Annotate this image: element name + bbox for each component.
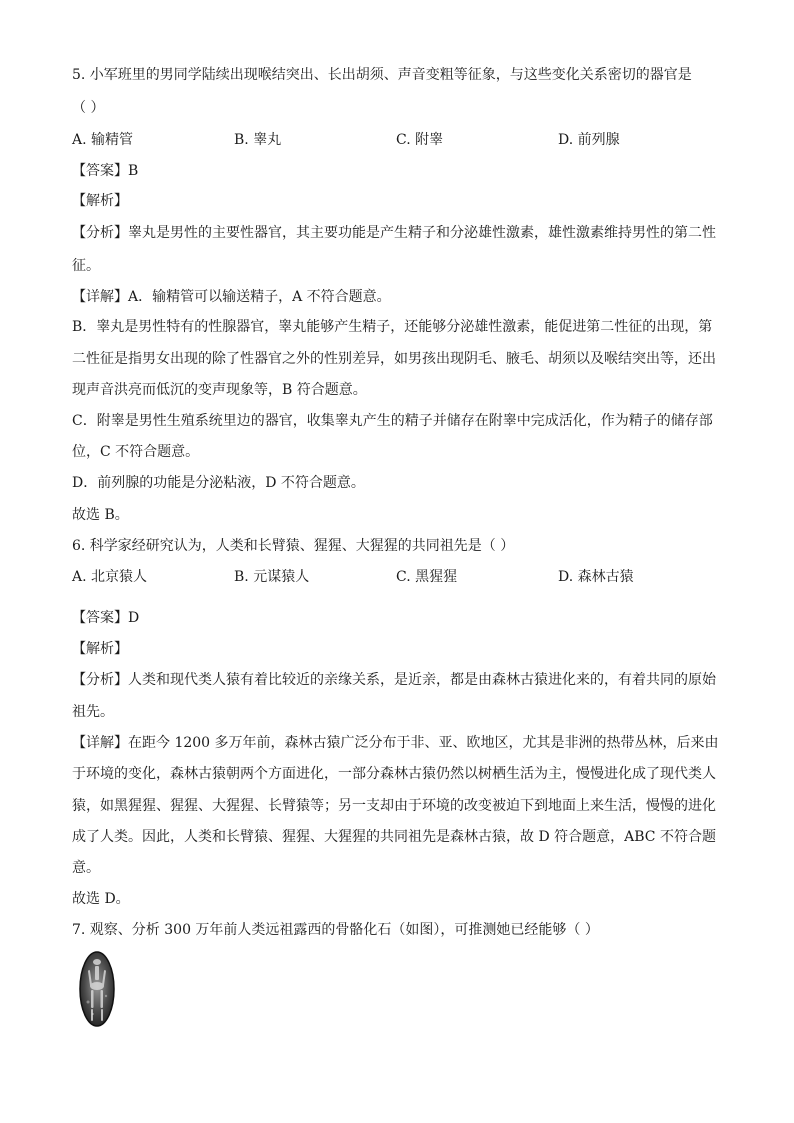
q5-option-c: C. 附睾 <box>396 132 444 148</box>
q5-xiangjie-line: 位，C 不符合题意。 <box>72 444 200 460</box>
q5-xiangjie-line: 现声音洪亮而低沉的变声现象等，B 符合题意。 <box>72 382 367 398</box>
q5-blank: （ ） <box>72 100 105 116</box>
q6-option-a: A. 北京猿人 <box>72 569 148 585</box>
q5-xiangjie-line: C．附睾是男性生殖系统里边的器官，收集睾丸产生的精子并储存在附睾中完成活化，作为精子的储存部 <box>72 413 713 429</box>
q5-stem: 5. 小军班里的男同学陆续出现喉结突出、长出胡须、声音变粗等征象，与这些变化关系密切的器官是 <box>72 67 692 83</box>
q5-answer: 【答案】B <box>72 163 139 179</box>
q6-xiangjie-line: 于环境的变化，森林古猿朝两个方面进化，一部分森林古猿仍然以树栖生活为主，慢慢进化成了现代类人 <box>72 766 716 782</box>
q5-xiangjie-line: 【详解】A．输精管可以输送精子，A 不符合题意。 <box>72 289 391 305</box>
lucy-fossil-image <box>78 950 116 1028</box>
q5-analysis-label: 【解析】 <box>72 193 128 209</box>
q5-xiangjie-line: 二性征是指男女出现的除了性器官之外的性别差异，如男孩出现阴毛、腋毛、胡须以及喉结突出等，还出 <box>72 351 716 367</box>
q6-fenxi-line: 【分析】人类和现代类人猿有着比较近的亲缘关系，是近亲，都是由森林古猿进化来的，有着共同的原始 <box>72 672 716 688</box>
q5-xiangjie-line: B．睾丸是男性特有的性腺器官，睾丸能够产生精子，还能够分泌雄性激素，能促进第二性征的出现，第 <box>72 319 713 335</box>
q6-conclusion: 故选 D。 <box>72 891 130 907</box>
q5-conclusion: 故选 B。 <box>72 507 129 523</box>
q5-option-a: A. 输精管 <box>72 132 134 148</box>
q5-fenxi-line: 征。 <box>72 258 100 274</box>
q5-fenxi-line: 【分析】睾丸是男性的主要性器官，其主要功能是产生精子和分泌雄性激素，雄性激素维持男性的第二性 <box>72 225 716 241</box>
q6-fenxi-line: 祖先。 <box>72 704 114 720</box>
q6-option-c: C. 黑猩猩 <box>396 569 458 585</box>
q6-answer: 【答案】D <box>72 610 140 626</box>
q7-stem: 7. 观察、分析 300 万年前人类远祖露西的骨骼化石（如图），可推测她已经能够（ ） <box>72 922 599 938</box>
q6-xiangjie-line: 意。 <box>72 860 100 876</box>
q6-analysis-label: 【解析】 <box>72 641 128 657</box>
q6-stem: 6. 科学家经研究认为，人类和长臂猿、猩猩、大猩猩的共同祖先是（ ） <box>72 538 515 554</box>
q5-option-b: B. 睾丸 <box>234 132 282 148</box>
q6-xiangjie-line: 成了人类。因此，人类和长臂猿、猩猩、大猩猩的共同祖先是森林古猿，故 D 符合题意，ABC 不符合题 <box>72 829 716 845</box>
q6-xiangjie-line: 【详解】在距今 1200 多万年前，森林古猿广泛分布于非、亚、欧地区，尤其是非洲的热带丛林，后来由 <box>72 735 719 751</box>
q6-option-b: B. 元谋猿人 <box>234 569 310 585</box>
q5-option-d: D. 前列腺 <box>558 132 620 148</box>
q5-xiangjie-line: D．前列腺的功能是分泌粘液，D 不符合题意。 <box>72 475 365 491</box>
q6-option-d: D. 森林古猿 <box>558 569 634 585</box>
q6-xiangjie-line: 猿，如黑猩猩、猩猩、大猩猩、长臂猿等；另一支却由于环境的改变被迫下到地面上来生活，慢慢的进化 <box>72 798 716 814</box>
